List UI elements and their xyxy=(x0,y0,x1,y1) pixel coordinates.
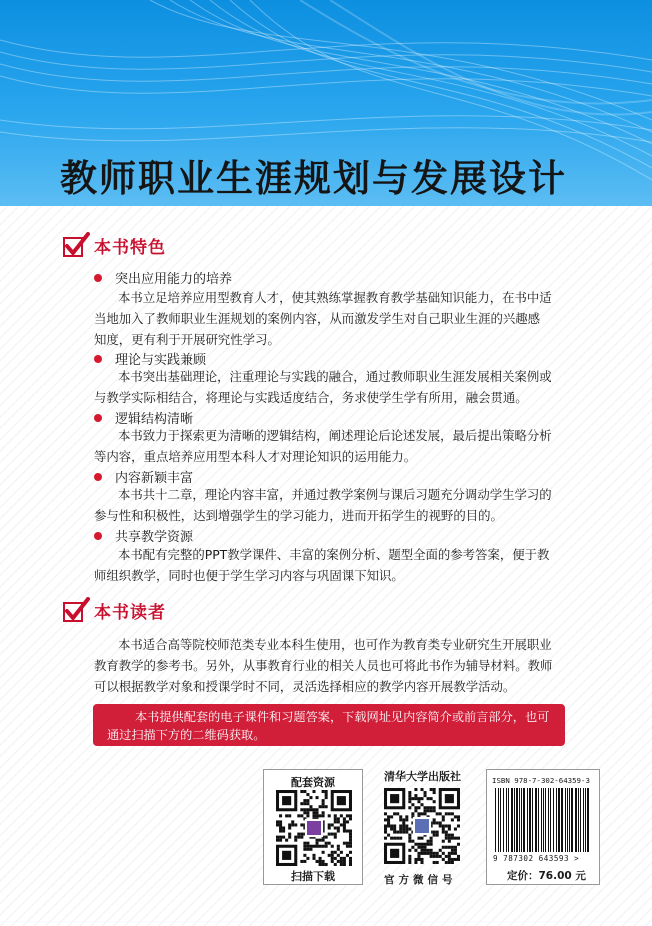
checkmark-icon xyxy=(62,597,90,623)
resources-qr-top-label: 配套资源 xyxy=(291,776,335,789)
bullet-icon xyxy=(94,414,102,422)
readers-section-title: 本书读者 xyxy=(94,602,166,623)
bullet-icon xyxy=(94,355,102,363)
barcode-digits: 9 787302 643593 > xyxy=(493,854,580,863)
isbn-text: ISBN 978-7-302-64359-3 xyxy=(492,776,590,785)
resources-qr-bottom-label: 扫描下载 xyxy=(291,870,335,883)
bullet-icon xyxy=(94,274,102,282)
wechat-label: 官方微信号 xyxy=(384,874,457,886)
resources-qr-card[interactable] xyxy=(263,769,363,885)
feature-2-line-2: 与教学实际相结合，将理论与实践适度结合，务求使学生学有所用，融会贯通。 xyxy=(94,390,528,405)
checkmark-icon xyxy=(62,232,90,258)
features-section-header xyxy=(62,232,166,258)
price: 定价：76.00 元 xyxy=(507,870,586,882)
feature-3-line-2: 等内容，重点培养应用型本科人才对理论知识的运用能力。 xyxy=(94,449,417,464)
download-notice xyxy=(93,704,565,746)
readers-section-header xyxy=(62,597,166,623)
feature-heading-4: 内容新颖丰富 xyxy=(94,467,193,486)
book-title: 教师职业生涯规划与发展设计 xyxy=(60,156,567,200)
feature-5-line-2: 师组织教学，同时也便于学生学习内容与巩固课下知识。 xyxy=(94,568,404,583)
qr-code-icon[interactable] xyxy=(276,790,352,870)
qr-code-icon[interactable] xyxy=(384,788,460,868)
barcode-card xyxy=(486,769,600,885)
feature-1-line-2: 当地加入了教师职业生涯规划的案例内容，从而激发学生对自己职业生涯的兴趣感 xyxy=(94,311,541,326)
readers-line-2: 教育教学的参考书。另外，从事教育行业的相关人员也可将此书作为辅导材料。教师 xyxy=(94,658,553,673)
feature-heading-3: 逻辑结构清晰 xyxy=(94,408,193,427)
feature-2-line-1: 本书突出基础理论，注重理论与实践的融合，通过教师职业生涯发展相关案例或 xyxy=(118,369,552,384)
feature-heading-2: 理论与实践兼顾 xyxy=(94,349,206,368)
feature-1-line-1: 本书立足培养应用型教育人才，使其熟练掌握教育教学基础知识能力，在书中适 xyxy=(118,290,552,305)
feature-5-line-1: 本书配有完整的PPT教学课件、丰富的案例分析、题型全面的参考答案，便于教 xyxy=(118,547,550,562)
feature-3-line-1: 本书致力于探索更为清晰的逻辑结构，阐述理论后论述发展，最后提出策略分析 xyxy=(118,428,552,443)
feature-4-line-1: 本书共十二章，理论内容丰富，并通过教学案例与课后习题充分调动学生学习的 xyxy=(118,487,552,502)
bullet-icon xyxy=(94,473,102,481)
feature-4-line-2: 参与性和积极性，达到增强学生的学习能力，进而开拓学生的视野的目的。 xyxy=(94,508,503,523)
barcode-icon xyxy=(493,788,593,854)
readers-line-1: 本书适合高等院校师范类专业本科生使用，也可作为教育类专业研究生开展职业 xyxy=(118,637,552,652)
publisher-name: 清华大学出版社 xyxy=(384,770,461,783)
feature-heading-5: 共享教学资源 xyxy=(94,526,193,545)
features-section-title: 本书特色 xyxy=(94,237,166,258)
bullet-icon xyxy=(94,532,102,540)
readers-line-3: 可以根据教学对象和授课学时不同，灵活选择相应的教学内容开展教学活动。 xyxy=(94,679,516,694)
header-band xyxy=(0,0,652,206)
notice-line-1: 本书提供配套的电子课件和习题答案，下载网址见内容简介或前言部分，也可 xyxy=(135,710,550,724)
feature-1-line-3: 知度，更有利于开展研究性学习。 xyxy=(94,332,280,347)
feature-heading-1: 突出应用能力的培养 xyxy=(94,268,232,287)
notice-line-2: 通过扫描下方的二维码获取。 xyxy=(107,728,266,742)
